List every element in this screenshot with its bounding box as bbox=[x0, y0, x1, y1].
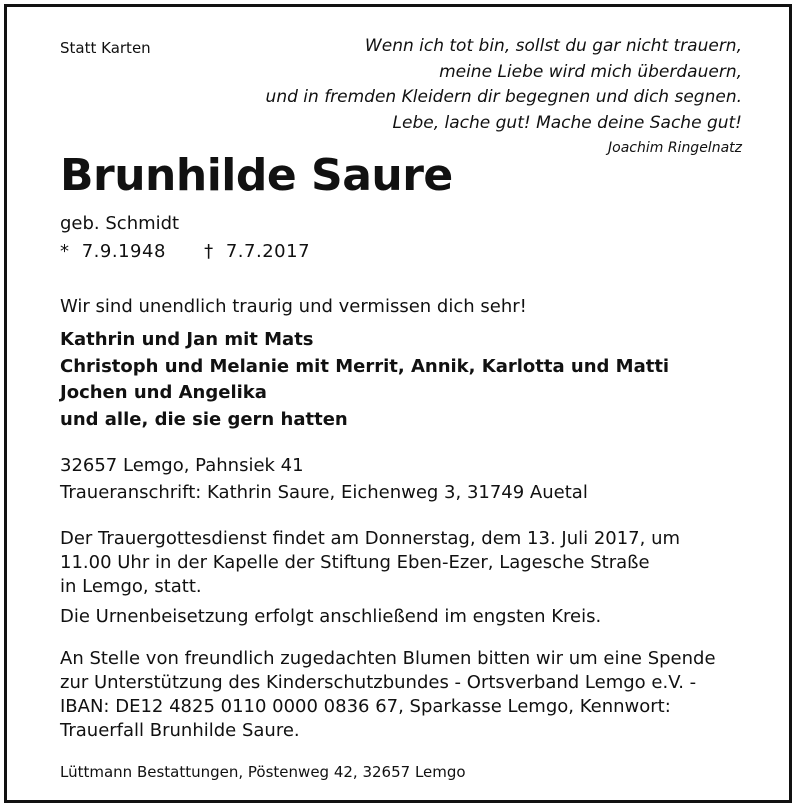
donation-line: IBAN: DE12 4825 0110 0000 0836 67, Sparkasse Lemgo, Kennwort: bbox=[60, 696, 671, 717]
born-date: 7.9.1948 bbox=[81, 241, 166, 262]
poem-author: Joachim Ringelnatz bbox=[608, 140, 742, 156]
burial-info: Die Urnenbeisetzung erfolgt anschließend im engsten Kreis. bbox=[60, 606, 602, 627]
deceased-name: Brunhilde Saure bbox=[60, 150, 453, 201]
poem-line: meine Liebe wird mich überdauern, bbox=[439, 61, 742, 82]
mourners-list bbox=[60, 327, 669, 433]
poem bbox=[266, 34, 742, 136]
donation-line: Trauerfall Brunhilde Saure. bbox=[60, 720, 300, 741]
donation-line: zur Unterstützung des Kinderschutzbundes - Ortsverband Lemgo e.V. - bbox=[60, 672, 697, 693]
poem-line: Wenn ich tot bin, sollst du gar nicht trauern, bbox=[364, 36, 742, 56]
life-dates bbox=[60, 241, 310, 262]
service-line: 11.00 Uhr in der Kapelle der Stiftung Eben-Ezer, Lagesche Straße bbox=[60, 552, 650, 573]
died-date: 7.7.2017 bbox=[225, 241, 311, 262]
died-symbol: † bbox=[204, 241, 214, 262]
born-symbol: * bbox=[60, 241, 70, 262]
mourner-line: Jochen und Angelika bbox=[60, 382, 267, 403]
funeral-home-footer: Lüttmann Bestattungen, Pöstenweg 42, 32657 Lemgo bbox=[60, 763, 466, 781]
mourner-line: Christoph und Melanie mit Merrit, Annik, Karlotta und Matti bbox=[60, 355, 670, 377]
poem-line: und in fremden Kleidern dir begegnen und dich segnen. bbox=[265, 87, 742, 107]
birth-name: geb. Schmidt bbox=[60, 213, 180, 234]
service-line: Der Trauergottesdienst findet am Donnerstag, dem 13. Juli 2017, um bbox=[60, 528, 681, 549]
home-address: 32657 Lemgo, Pahnsiek 41 bbox=[60, 455, 304, 476]
donation-info bbox=[60, 647, 716, 743]
statt-karten-label: Statt Karten bbox=[60, 39, 151, 57]
service-line: in Lemgo, statt. bbox=[60, 576, 202, 597]
mourner-line: Kathrin und Jan mit Mats bbox=[60, 329, 314, 350]
mourner-line: und alle, die sie gern hatten bbox=[60, 408, 348, 430]
service-info bbox=[60, 527, 680, 599]
mourning-address: Traueranschrift: Kathrin Saure, Eichenweg 3, 31749 Auetal bbox=[60, 482, 588, 503]
poem-line: Lebe, lache gut! Mache deine Sache gut! bbox=[392, 112, 742, 133]
donation-line: An Stelle von freundlich zugedachten Blumen bitten wir um eine Spende bbox=[60, 648, 716, 669]
grief-message: Wir sind unendlich traurig und vermissen dich sehr! bbox=[60, 296, 527, 317]
